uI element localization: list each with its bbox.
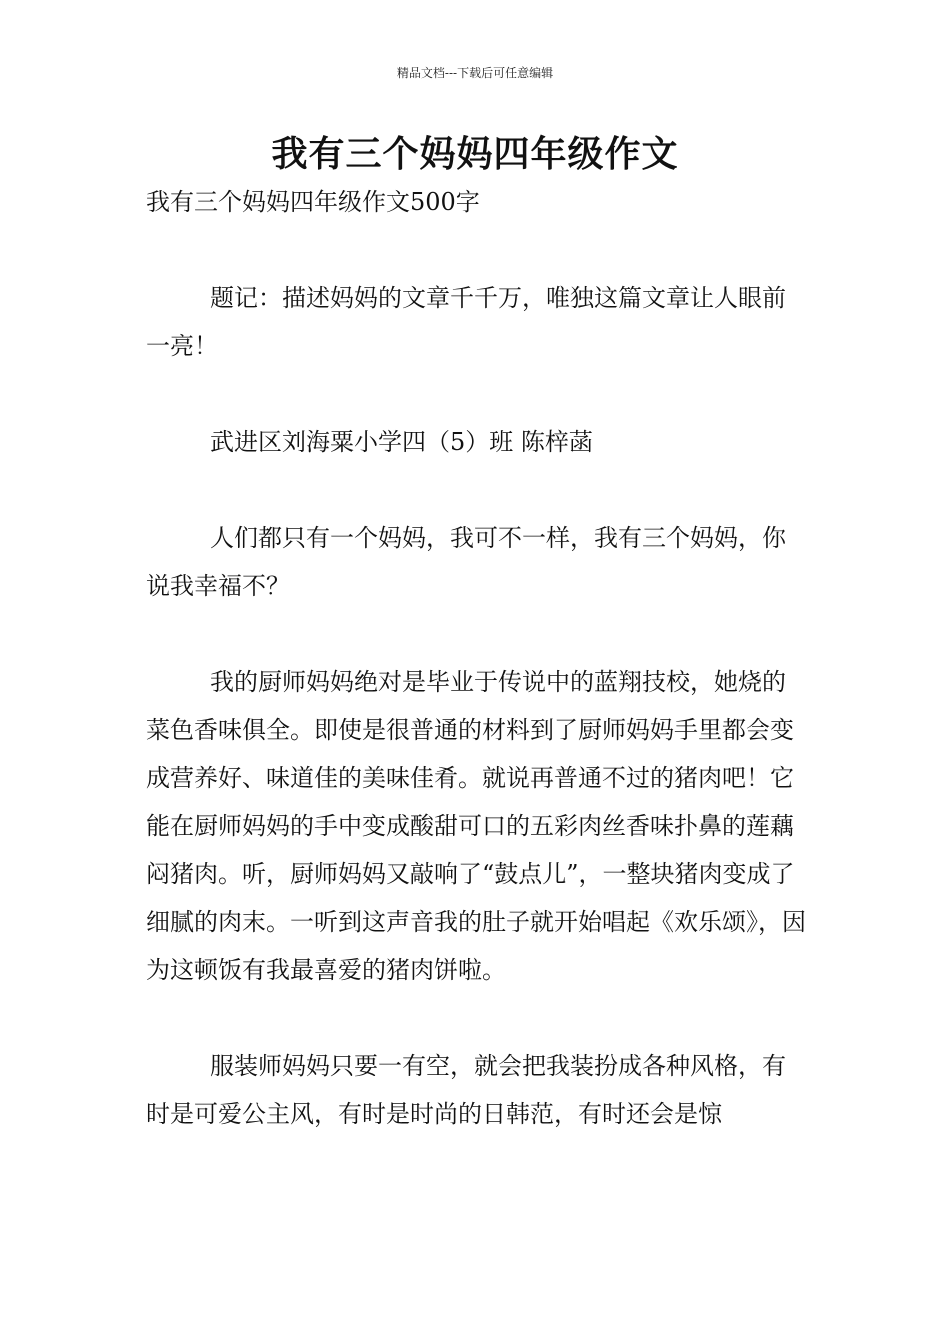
header-note: 精品文档---下载后可任意编辑 [396, 66, 554, 80]
paragraph-epigraph: 题记：描述妈妈的文章千千万，唯独这篇文章让人眼前一亮！ [146, 284, 786, 360]
paragraph-stylist-mom: 服装师妈妈只要一有空，就会把我装扮成各种风格，有时是可爱公主风，有时是时尚的日韩范，有时还会是惊 [146, 1052, 786, 1128]
paragraph-author: 武进区刘海粟小学四（5）班 陈梓菡 [210, 428, 593, 456]
paragraph-chef-mom: 我的厨师妈妈绝对是毕业于传说中的蓝翔技校，她烧的菜色香味俱全。即使是很普通的材料到了厨师妈妈手里都会变成营养好、味道佳的美味佳肴。就说再普通不过的猪肉吧！它能在厨师妈妈的手中变成酸甜可口的五彩肉丝香味扑鼻的莲藕闷猪肉。听，厨师妈妈又敲响了“鼓点儿”，一整块猪肉变成了细腻的肉末。一听到这声音我的肚子就开始唱起《欢乐颂》，因为这顿饭有我最喜爱的猪肉饼啦。 [146, 668, 806, 984]
document-title: 我有三个妈妈四年级作文 [271, 134, 679, 175]
paragraph-intro: 人们都只有一个妈妈，我可不一样，我有三个妈妈，你说我幸福不？ [146, 524, 786, 600]
document-subtitle: 我有三个妈妈四年级作文500字 [146, 188, 480, 216]
document-body [146, 178, 808, 1186]
